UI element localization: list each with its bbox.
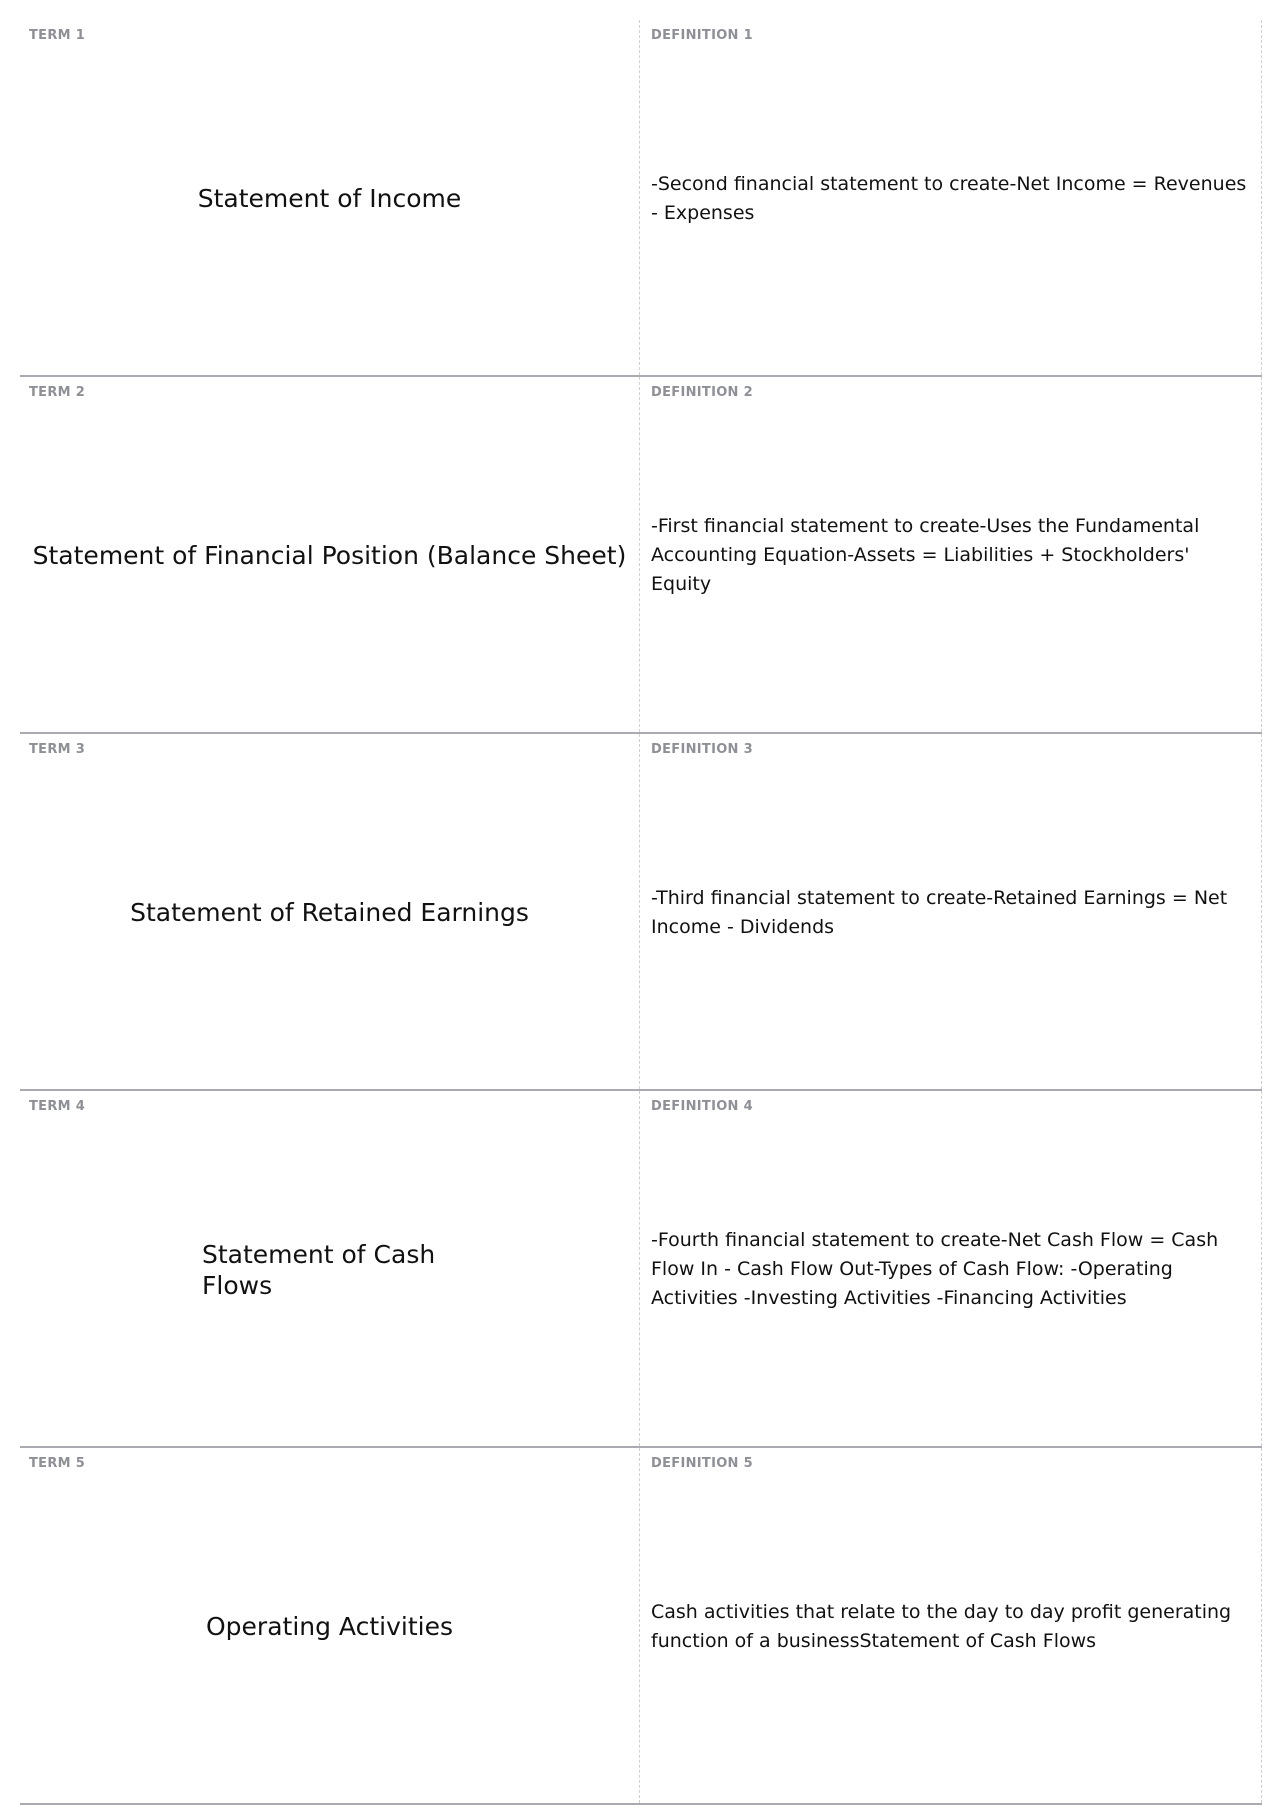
definition-cell	[640, 1091, 1262, 1446]
term-cell	[20, 20, 640, 375]
term-cell	[20, 377, 640, 732]
definition-cell	[640, 1448, 1262, 1803]
definition-text: -First financial statement to create-Uses the Fundamental Accounting Equation-Assets = Liabilities + Stockholders' Equity	[651, 515, 1200, 595]
definition-label: DEFINITION 3	[651, 742, 753, 757]
definition-label: DEFINITION 1	[651, 28, 753, 43]
term-label: TERM 3	[29, 742, 86, 757]
card-row	[20, 734, 1262, 1091]
term-cell	[20, 1448, 640, 1803]
term-label: TERM 2	[29, 385, 86, 400]
definition-cell	[640, 20, 1262, 375]
definition-text: -Second financial statement to create-Net Income = Revenues - Expenses	[651, 172, 1247, 224]
term-text: Statement of Income	[197, 184, 462, 213]
term-text: Statement of Cash Flows	[202, 1239, 436, 1300]
flashcard-sheet	[20, 20, 1262, 1805]
term-cell	[20, 734, 640, 1089]
card-row	[20, 1448, 1262, 1805]
definition-text: -Third financial statement to create-Retained Earnings = Net Income - Dividends	[651, 886, 1228, 938]
card-row	[20, 20, 1262, 377]
card-row	[20, 1091, 1262, 1448]
definition-label: DEFINITION 4	[651, 1099, 753, 1114]
card-row	[20, 377, 1262, 734]
term-label: TERM 5	[29, 1456, 86, 1471]
term-label: TERM 1	[29, 28, 86, 43]
term-text: Operating Activities	[206, 1612, 453, 1641]
definition-text: -Fourth financial statement to create-Net Cash Flow = Cash Flow In - Cash Flow Out-Types of Cash Flow: -Operating Activities -Investing Activities -Financing Activities	[651, 1229, 1219, 1309]
term-label: TERM 4	[29, 1099, 86, 1114]
definition-label: DEFINITION 2	[651, 385, 753, 400]
definition-cell	[640, 734, 1262, 1089]
definition-label: DEFINITION 5	[651, 1456, 753, 1471]
term-text: Statement of Financial Position (Balance Sheet)	[32, 541, 627, 570]
term-text: Statement of Retained Earnings	[130, 898, 529, 927]
term-cell	[20, 1091, 640, 1446]
definition-cell	[640, 377, 1262, 732]
definition-text: Cash activities that relate to the day to day profit generating function of a businessStatement of Cash Flows	[651, 1600, 1232, 1652]
